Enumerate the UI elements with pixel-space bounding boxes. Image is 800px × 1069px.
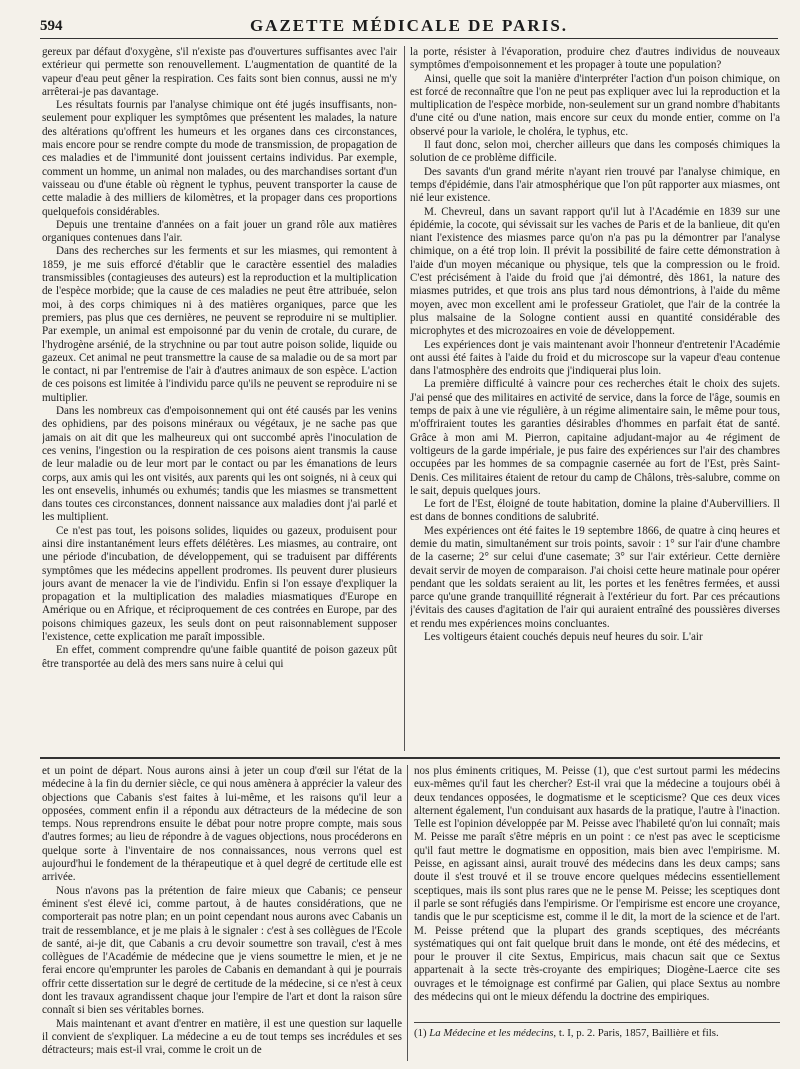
column-divider xyxy=(404,46,405,751)
paragraph: la porte, résister à l'évaporation, produire chez d'autres individus de nouveaux symptômes d'empoisonnement et les propager à toute une population? xyxy=(410,46,780,72)
column-divider xyxy=(407,765,408,1061)
footnote-rule xyxy=(414,1022,780,1023)
paragraph: Ainsi, quelle que soit la manière d'interpréter l'action d'un poison chimique, on est forcé de reconnaître que l'on ne peut pas expliquer avec lui la reproduction et la multiplication de l'espèce morbide, non-seulement sur un grand nombre d'habitants d'une cité ou d'une nation, mais encore sur ceux du monde entier, comme on l'a observé pour la variole, le choléra, le typhus, etc. xyxy=(410,72,780,138)
page-header xyxy=(40,12,778,39)
paragraph: Les résultats fournis par l'analyse chimique ont été jugés insuffisants, non-seulement pour expliquer les symptômes que présentent les malades, la nature des altérations qu'offrent les humeurs et les organes dans ces circonstances, mais encore pour se rendre compte du mode de transmission, de propagation de ces maladies et de l'immunité dont jouissent certains individus. Par exemple, comment un homme, un animal non malades, ou des marchandises sortant d'un vaisseau ou d'une étable où règnent le typhus, peuvent transporter la cause de cette maladie à des milliers de kilomètres, et la propager dans ces proportions quelquefois considérables. xyxy=(42,99,397,218)
paragraph: Depuis une trentaine d'années on a fait jouer un grand rôle aux matières organiques contenues dans l'air. xyxy=(42,218,397,245)
footnote xyxy=(414,1027,780,1040)
paragraph: Mes expériences ont été faites le 19 septembre 1866, de quatre à cinq heures et demie du matin, simultanément sur trois points, savoir : 1° sur l'air d'une chambre de la caserne; 2° sur celui d'une casemate; 3° sur l'air extérieur. Cette dernière devait servir de moyen de comparaison. J'ai choisi cette heure matinale pour opérer pendant que les soldats seraient au lit, les portes et les fenêtres fermées, et aussi parce qu'une grande tranquillité régnerait à l'extérieur du fort. Par ces précautions j'évitais des causes d'agitation de l'air qui auraient entraîné des poussières diverses et rendu mes expériences moins concluantes. xyxy=(410,524,780,630)
footnote-rest: , t. I, p. 2. Paris, 1857, Baillière et fils. xyxy=(553,1027,719,1039)
paragraph: En effet, comment comprendre qu'une faible quantité de poison gazeux pût être transportée au delà des mers sans nuire à celui qui xyxy=(42,644,397,670)
footnote-title: La Médecine et les médecins xyxy=(429,1027,554,1039)
paragraph: Dans les nombreux cas d'empoisonnement qui ont été causés par les venins des ophidiens, par des poisons minéraux ou végétaux, je ne sache pas que jamais on ait dit que les malheureux qui ont succombé après l'inoculation de ces venins, l'ingestion ou la respiration de ces poisons aient transmis la cause de leur maladie ou de leur mort par le contact ou par les émanations de leurs corps, aux amis qui les ont visités, aux parents qui les ont soignés, ni à ceux qui les ont ensevelis, inhumés ou exhumés; tandis que les miasmes se transmettent dans toutes ces circonstances, donnent naissance aux maladies dont j'ai parlé et les multiplient. xyxy=(42,405,397,524)
paragraph: Les voltigeurs étaient couchés depuis neuf heures du soir. L'air xyxy=(424,631,703,644)
feuilleton-column-left xyxy=(42,765,402,1061)
paragraph: gereux par défaut d'oxygène, s'il n'existe pas d'ouvertures suffisantes avec l'air extérieur qui permette son renouvellement. L'augmentation de quantité de la vapeur d'eau peut gêner la respiration. Ces faits sont bien connus, aussi ne m'y arrêterai-je pas davantage. xyxy=(42,46,397,98)
paragraph: Ce n'est pas tout, les poisons solides, liquides ou gazeux, produisent pour ainsi dire instantanément leurs effets délétères. Les miasmes, au contraire, ont une période d'incubation, de développement, qui se traduisent par différents symptômes que les médecins appellent prodromes. Ils peuvent durer plusieurs jours avant de menacer la vie de l'individu. Enfin si l'on essaye d'expliquer la propagation et la multiplication des maladies miasmatiques d'Europe en Amérique ou en Afrique, et réciproquement de ces contrées en Europe, par des poisons chimiques gazeux, les seuls dont on peut raisonnablement supposer l'existence, cette explication me paraît impossible. xyxy=(42,524,397,644)
paragraph: Nous n'avons pas la prétention de faire mieux que Cabanis; ce penseur éminent s'est élevé ici, comme partout, à de hautes considérations, que ne comporterait pas notre plan; en un point cependant nous aurons avec Cabanis un trait de ressemblance, et je me plais à le signaler : c'est à ses collègues de l'Ecole de santé, ai-je dit, que Cabanis a cru devoir soumettre son travail, c'est à mes collègues de l'Académie de médecine que je viens soumettre le mien, et je ne ferai encore qu'emprunter les paroles de Cabanis en demandant à qui je pourrais offrir cette dissertation sur le degré de certitude de la médecine, si ce n'est à ceux dont les travaux agrandissent chaque jour l'empire de l'art et dont la raison sûre connaît si bien ses véritables bornes. xyxy=(42,884,402,1017)
article-column-top-left xyxy=(42,46,397,751)
paragraph: Des savants d'un grand mérite n'ayant rien trouvé par l'analyse chimique, en temps d'épidémie, dans l'air atmosphérique que l'on pût rapporter aux miasmes, ont nié leur existence. xyxy=(410,165,780,205)
page-number: 594 xyxy=(40,18,63,34)
paragraph: et un point de départ. Nous aurons ainsi à jeter un coup d'œil sur l'état de la médecine à la fin du dernier siècle, ce qui nous amènera à apprécier la valeur des objections que Cabanis s'est faites à lui-même, et les raisons qu'il leur a opposées, comment enfin il a répondu aux détracteurs de la médecine de son temps. Nous reprendrons ensuite le débat pour notre propre compte, mais sous d'autres formes; au lieu de répondre à de vagues objections, nous procéderons en quelque sorte à l'inventaire de nos connaissances, nous verrons quel est aujourd'hui le fondement de la thérapeutique et à quel degré de certitude elle est arrivée. xyxy=(42,765,402,884)
paragraph: nos plus éminents critiques, M. Peisse (1), que c'est surtout parmi les médecins eux-mêmes qu'il faut les chercher? Est-il vrai que la médecine a toujours obéi à deux tendances opposées, le dogmatisme et le scepticisme? Que ces deux vices alternent également, l'un conduisant aux hasards de la pratique, l'autre à l'inaction. Telle est l'opinion développée par M. Peisse avec l'habileté qu'on lui connaît; mais M. Peisse me paraît s'être mépris en un point : ce n'est pas avec le scepticisme qu'il faut mettre le dogmatisme en opposition, mais bien avec l'empirisme. M. Peisse, en agissant ainsi, aurait trouvé des médecins dans les deux camps; sans doute il s'est trouvé et il se trouve encore quelques médecins essentiellement sceptiques, mais ils sont plus rares que ne le pense M. Peisse; les sceptiques dont il parle se sont réfugiés dans l'empirisme. Or l'empirisme est encore une croyance, tandis que le pur scepticisme est, comme il le dit, la mort de la science et de l'art. M. Peisse prétend que la plupart des grands sceptiques, des mécréants systématiques qui ont fait quelque bruit dans le monde, ont été des médecins, et pour le prouver il cite Sextus, Empiricus, mais chacun sait que ce Sextus appartenait à la secte très-croyante des empiriques; Diogène-Laerce cite ses ouvrages et le témoignage est confirmé par Galien, qui place Sextus au nombre des médecins qui ont le mieux défendu la doctrine des empiriques. xyxy=(414,765,780,1004)
paragraph: Mais maintenant et avant d'entrer en matière, il est une question sur laquelle il convient de s'expliquer. La médecine a eu de tout temps ses incrédules et ses détracteurs; mais est-il vrai, comme le croit un de xyxy=(42,1017,402,1057)
paragraph: M. Chevreul, dans un savant rapport qu'il lut à l'Académie en 1839 sur une épidémie, la cocote, qui sévissait sur les vaches de Paris et de la banlieue, dit qu'en niant l'existence des miasmes parce qu'on n'a pas pu la démontrer par l'analyse chimique, on a été trop loin. Il prévit la possibilité de faire cette démonstration à l'aide d'un moyen mécanique ou physique, tels que la compression ou le froid. C'est précisément à l'aide du froid que j'ai démontré, dès 1861, la nature des miasmes putrides, et que trois ans plus tard nous démontrions, à l'aide du même moyen, avec mon excellent ami le professeur Gratiolet, que l'air de la contrée la plus malsaine de la Sologne contient aussi en quantité considérable des microphytes et des microzoaires en voie de développement. xyxy=(410,205,780,338)
running-title: GAZETTE MÉDICALE DE PARIS. xyxy=(249,16,569,35)
footnote-marker: (1) xyxy=(414,1027,430,1039)
article-column-top-right xyxy=(410,46,780,751)
section-rule xyxy=(40,757,780,759)
paragraph: Le fort de l'Est, éloigné de toute habitation, domine la plaine d'Aubervilliers. Il est dans de bonnes conditions de salubrité. xyxy=(410,498,780,524)
paragraph: Les expériences dont je vais maintenant avoir l'honneur d'entretenir l'Académie ont aussi été faites à l'aide du froid et du microscope sur la vapeur d'eau contenue dans l'atmosphère des endroits que j'indiquerai plus loin. xyxy=(410,338,780,378)
paragraph: Il faut donc, selon moi, chercher ailleurs que dans les composés chimiques la solution de ce problème difficile. xyxy=(410,139,780,165)
paragraph: La première difficulté à vaincre pour ces recherches était le choix des sujets. J'ai pensé que des militaires en activité de service, dans la force de l'âge, soumis en temps de paix à une vie régulière, à un régime alimentaire sain, le même pour tous, m'offriraient toutes les garanties désirables d'hommes en parfait état de santé. Grâce à mon ami M. Pierron, capitaine adjudant-major au 4e régiment de voltigeurs de la garde impériale, je pus faire des expériences sur l'air des chambres occupées par les hommes de sa compagnie casernée au fort de l'Est, près Saint-Denis. Ces militaires étaient de retour du camp de Châlons, très-salubre, comme on le sait, depuis quelques jours. xyxy=(410,378,780,497)
paragraph: Dans des recherches sur les ferments et sur les miasmes, qui remontent à 1859, je me suis efforcé d'établir que le caractère essentiel des maladies transmissibles (contagieuses des auteurs) est la reproduction et la multiplication de l'espèce morbide; que la cause de ces maladies ne peut être attribuée, selon moi, à des corps chimiques ni à des matières organiques, parce que les premiers, pas plus que ces dernières, ne peuvent se reproduire ni se multiplier. Par exemple, un animal est empoisonné par du venin de crotale, du curare, de l'hydrogène arsénié, de la strychnine ou par tout autre poison solide, liquide ou gazeux. Cet animal ne peut transmettre la cause de sa maladie ou de sa mort par le contact, ni par l'entremise de l'air à d'autres animaux de son espèce. L'action de ces poisons est limitée à l'individu parce qu'ils ne peuvent se reproduire ni se multiplier. xyxy=(42,245,397,404)
feuilleton-column-right xyxy=(414,765,780,1021)
